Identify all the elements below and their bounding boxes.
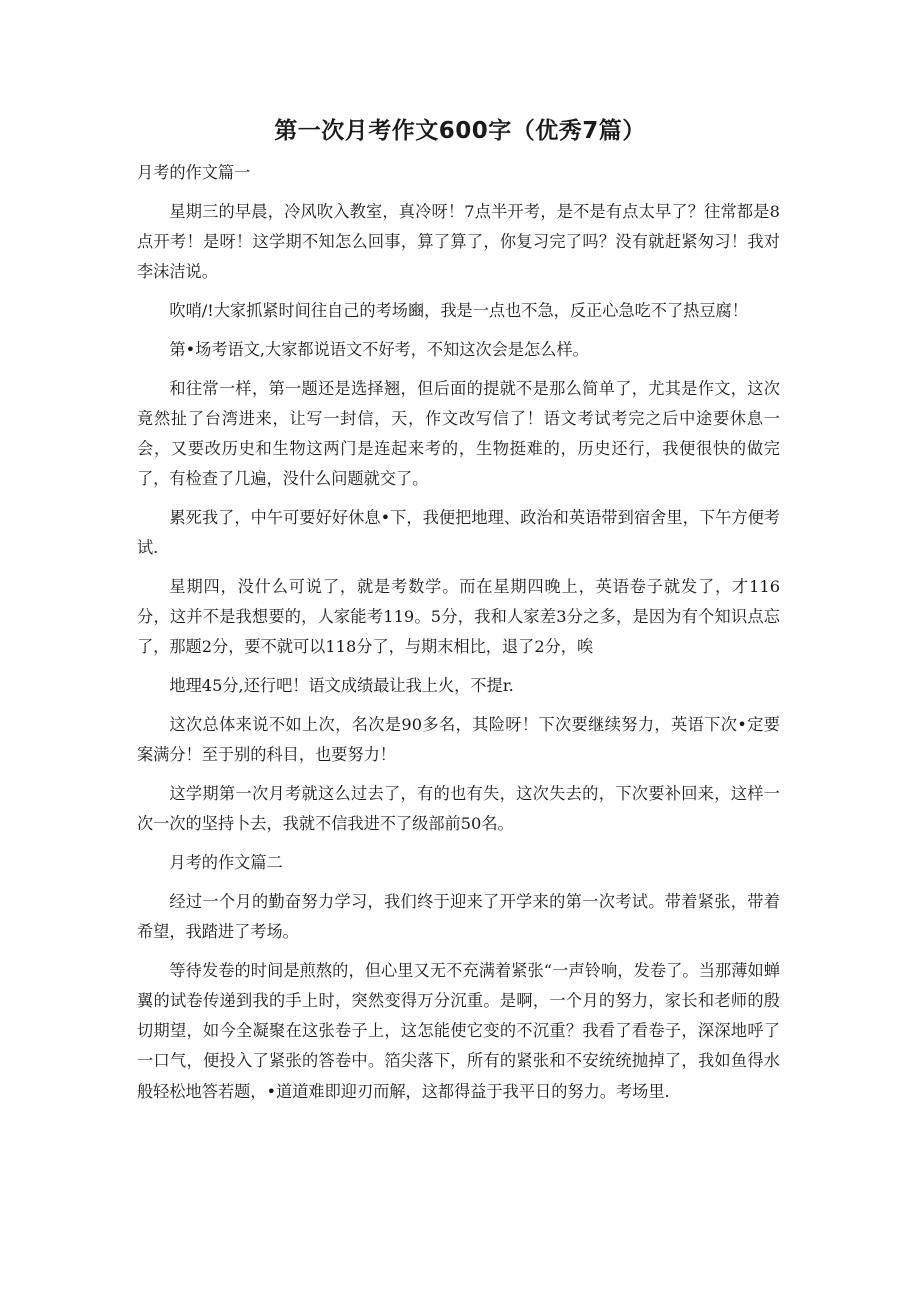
paragraph: 等待发卷的时间是煎熬的，但心里又无不充满着紧张“一声铃响，发卷了。当那薄如蝉翼的试卷传递到我的手上时，突然变得万分沉重。是啊，一个月的努力，家长和老师的殷切期望，如今全凝聚在这张卷子上，这怎能使它变的不沉重？我看了看卷子，深深地呼了一口气，便投入了紧张的答卷中。箔尖落下，所有的紧张和不安统统抛掉了，我如鱼得水般轻松地答若题，•道道难即迎刃而解，这都得益于我平日的努力。考场里. <box>137 960 780 1101</box>
paragraph: 这学期第一次月考就这么过去了，有的也有失，这次失去的，下次要补回来，这样一次一次的坚持卜去，我就不信我进不了级部前50名。 <box>137 784 780 834</box>
section-heading: 月考的作文篇二 <box>169 853 283 872</box>
paragraph: 经过一个月的勤奋努力学习，我们终于迎来了开学来的第一次考试。带着紧张，带着希望，我踏进了考场。 <box>137 891 780 941</box>
paragraph: 和往常一样，第一题还是选择翘，但后面的提就不是那么简单了，尤其是作文，这次竟然扯了台湾进来，让写一封信，天，作文改写信了！语文考试考完之后中途要休息一会，又要改历史和生物这两门是连起来考的，生物挺难的，历史还行，我便很快的做完了，有检查了几遍，没什么问题就交了。 <box>137 378 780 489</box>
section-heading: 月考的作文篇一 <box>137 163 251 182</box>
document-body <box>137 158 780 1115</box>
paragraph: 星期四，没什么可说了，就是考数学。而在星期四晚上，英语卷子就发了，才116分，这并不是我想要的，人家能考119。5分，我和人家差3分之多，是因为有个知识点忘了，那题2分，要不就可以118分了，与期末相比，退了2分，唉 <box>137 577 780 657</box>
paragraph: 地理45分,还行吧！语文成绩最让我上火，不提r. <box>169 676 514 696</box>
paragraph: 累死我了，中午可要好好休息•下，我便把地理、政治和英语带到宿舍里，下午方便考试. <box>137 508 780 558</box>
paragraph: 这次总体来说不如上次，名次是90多名，其险呀！下次要继续努力，英语下次•定要案满分！至于别的科目，也要努力！ <box>137 715 780 765</box>
paragraph: 第•场考语文,大家都说语文不好考，不知这次会是怎么样。 <box>169 339 589 359</box>
paragraph: 吹哨/!大家抓紧时间往自己的考场豳，我是一点也不急，反正心急吃不了热豆腐！ <box>169 301 748 320</box>
document-title: 第一次月考作文600字（优秀7篇） <box>274 118 646 144</box>
paragraph: 星期三的早晨，冷风吹入教室，真冷呀！7点半开考，是不是有点太早了？往常都是8点开考！是呀！这学期不知怎么回事，算了算了，你复习完了吗？没有就赶紧匆习！我对李沫洁说。 <box>137 201 780 282</box>
